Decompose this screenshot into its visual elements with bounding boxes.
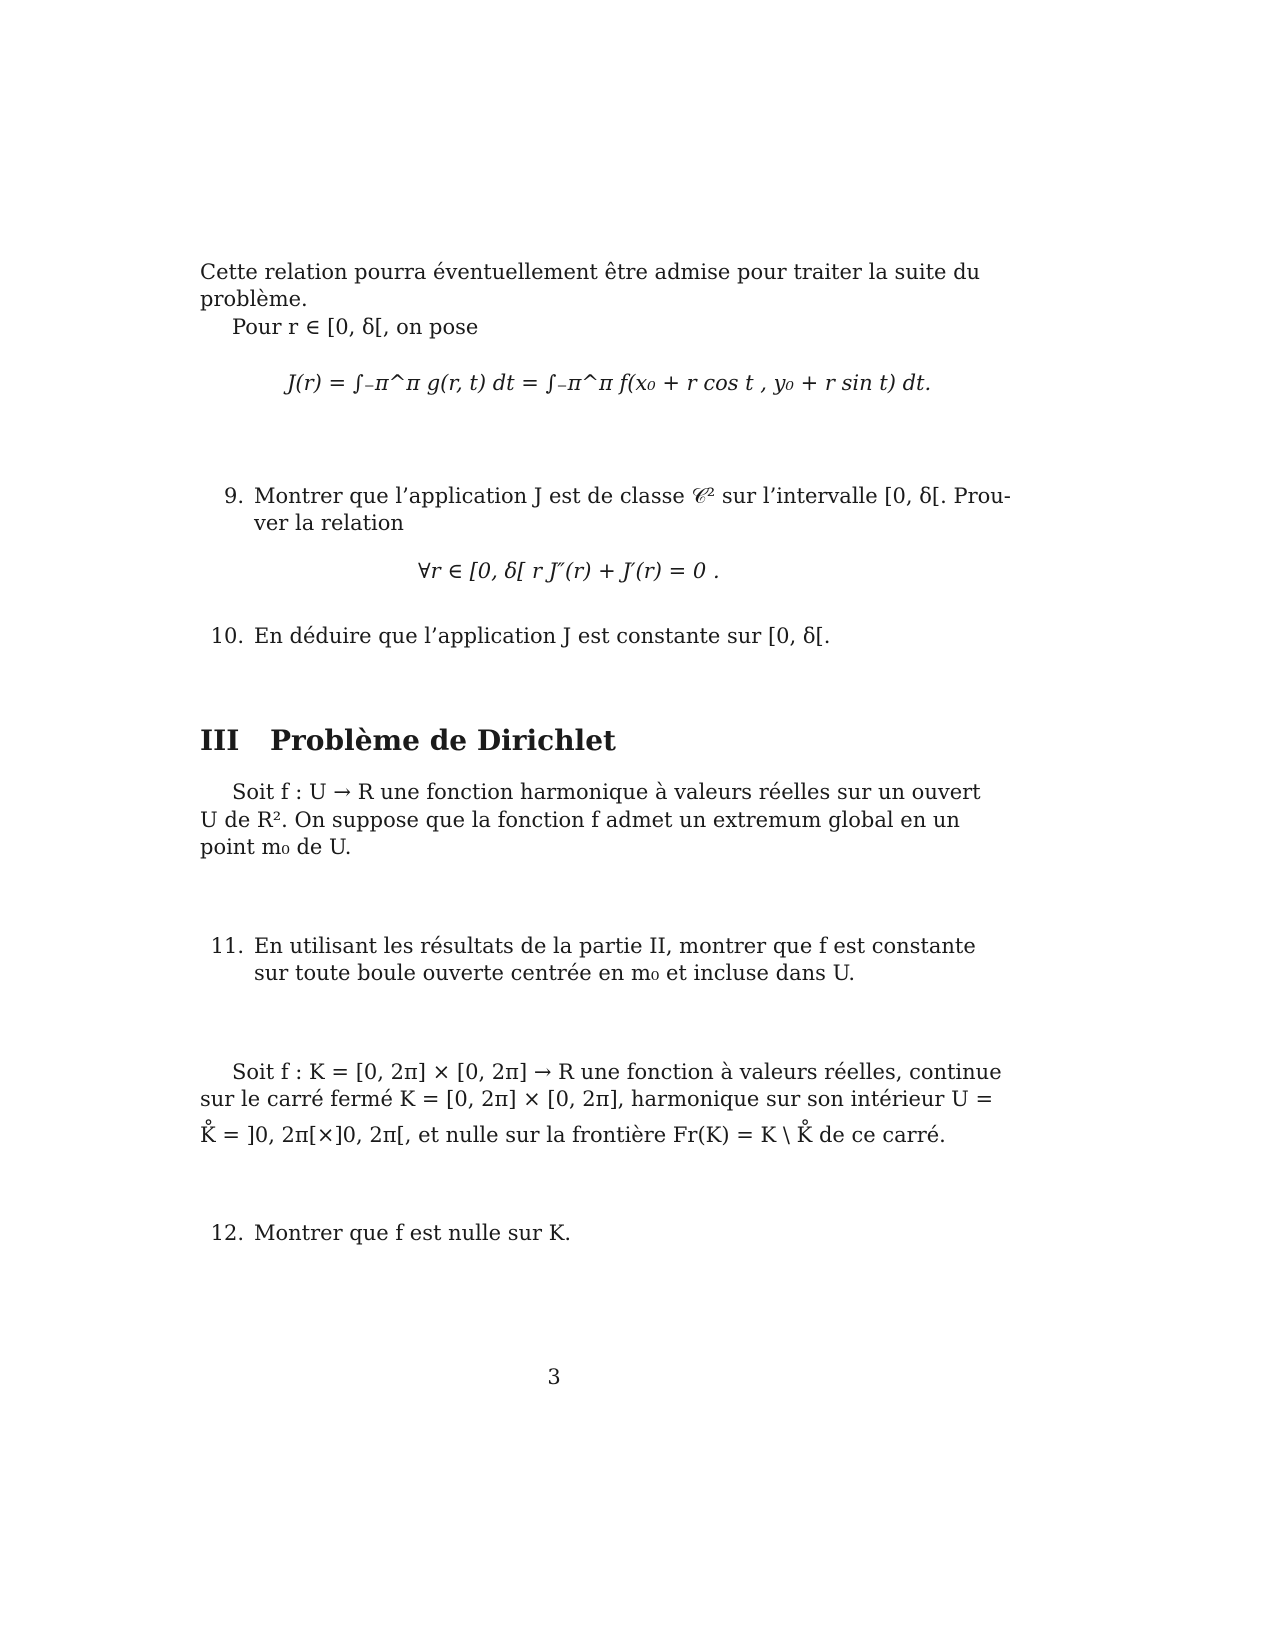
question-11-number: 11.	[210, 934, 244, 958]
section-number: III	[200, 724, 240, 757]
question-9-line-1: Montrer que l’application J est de classe 𝒞² sur l’intervalle [0, δ[. Prou-	[254, 484, 1011, 508]
question-9-line-2: ver la relation	[254, 511, 404, 535]
question-9-equation: ∀r ∈ [0, δ[ r J″(r) + J′(r) = 0 .	[418, 559, 720, 583]
para1-line-3: point m₀ de U.	[200, 835, 352, 859]
question-10-number: 10.	[210, 624, 244, 648]
equation-J: J(r) = ∫₋π^π g(r, t) dt = ∫₋π^π f(x₀ + r cos t , y₀ + r sin t) dt.	[287, 371, 932, 395]
para1-line-2: U de R². On suppose que la fonction f admet un extremum global en un	[200, 808, 960, 832]
para2-line-3: K̊ = ]0, 2π[×]0, 2π[, et nulle sur la frontière Fr(K) = K \ K̊ de ce carré.	[200, 1123, 946, 1147]
para1-line-1: Soit f : U → R une fonction harmonique à valeurs réelles sur un ouvert	[232, 780, 981, 804]
para2-line-2: sur le carré fermé K = [0, 2π] × [0, 2π], harmonique sur son intérieur U =	[200, 1087, 994, 1111]
section-title: Problème de Dirichlet	[270, 724, 616, 757]
question-9-number: 9.	[223, 484, 244, 508]
intro-line-3: Pour r ∈ [0, δ[, on pose	[232, 315, 479, 339]
page-number: 3	[547, 1365, 561, 1389]
question-11-line-2: sur toute boule ouverte centrée en m₀ et incluse dans U.	[254, 961, 856, 985]
question-12-text: Montrer que f est nulle sur K.	[254, 1221, 572, 1245]
question-12-number: 12.	[210, 1221, 244, 1245]
question-11-line-1: En utilisant les résultats de la partie II, montrer que f est constante	[254, 934, 976, 958]
question-10-text: En déduire que l’application J est constante sur [0, δ[.	[254, 624, 831, 648]
intro-line-1: Cette relation pourra éventuellement être admise pour traiter la suite du	[200, 260, 981, 284]
intro-line-2: problème.	[200, 287, 308, 311]
para2-line-1: Soit f : K = [0, 2π] × [0, 2π] → R une fonction à valeurs réelles, continue	[232, 1060, 1002, 1084]
